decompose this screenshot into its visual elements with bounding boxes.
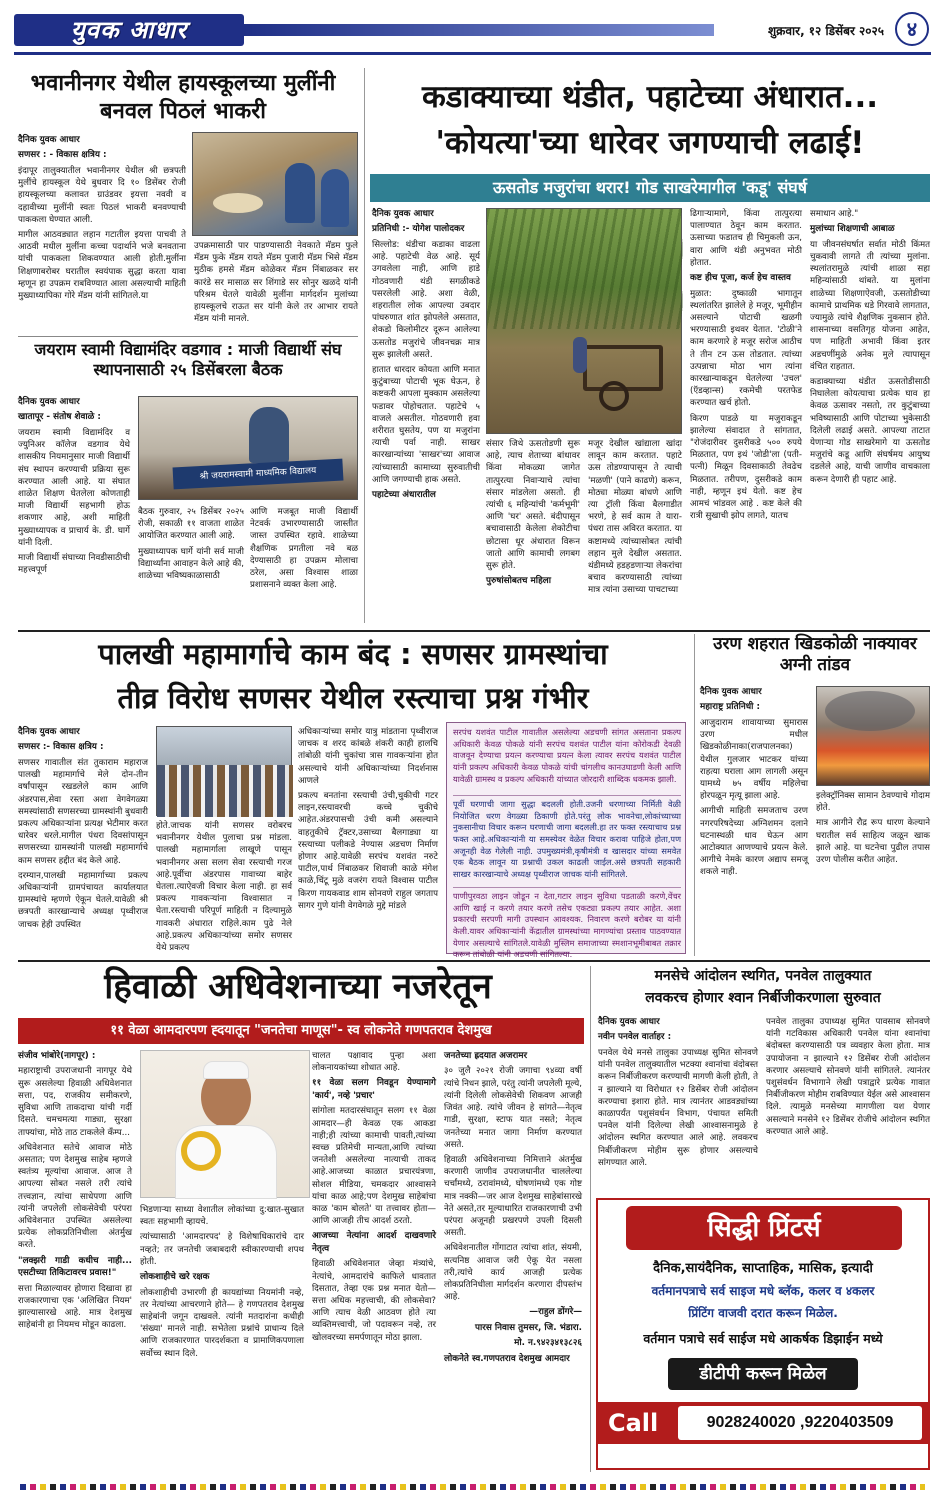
hivali-strap [18, 1018, 584, 1044]
palkhi-box1-text: सरपंच यशवंत पाटील गावातील असलेल्या अडचणी सांगत असताना प्रकल्प अधिकारी केवळ पोकळे यांनी सरपंच यशवंत पाटील यांना कोरोकडी देवळी वाजवून देण्याचा प्रयत्न करण्याचा प्रयत्न केला त्यावर सरपंच यशवंत पाटील यांनी प्रकल्प अधिकारी केवळ पोकळे यांची चांगलीच कानउघाडणी केली आणि यावेळी ग्रामस्थ व प्रकल्प अधिकारी यांच्यात जोरदारी शाब्दिक धकमक झाली. [453, 727, 681, 784]
koyta-headline-line-1: कडाक्याच्या थंडीत, पहाटेच्या अंधारात... [421, 79, 879, 115]
hivali-c3: चालत पक्षावाद पुन्हा अशा लोकनायकांच्या शोधात आहे. [312, 1051, 436, 1074]
hivali-c1b: अधिवेशनात सतेचे आवाज मोठे असतात; पण देशमुख साहेब म्हणजे स्वतंत्र्य मूल्यांचा आवाज. आज ते आपल्या सोबत नसले तरी त्यांचे तत्त्वज्ञान, त्यांचा साधेपणा आणि त्यांनी जपलेली लोकसेवेची परंपरा अधिवेशनात उपस्थित असलेल्या प्रत्येक लोकप्रतिनिधीला अंतर्मुख करते. [18, 1142, 132, 1251]
koyta-c4c: किरण पाडळे या मजुराकडून झालेल्या संवादात ते सांगतात, "रोजंदारीवर दुसरीकडे ५०० रुपये मिळतात, पण इथं 'जोडी'ला (पती-पत्नी) मिळून दिवसाकाठी तेवढेच मिळतात. तरीपण, दुसरीकडे काम नाही, म्हणून इथं येतो. कष्ट हेच आमचं भांडवल आहे . कष्ट केले की रात्री सुखाची झोप लागते, यातच [690, 413, 802, 522]
mns-c1: पनवेल येथे मनसे तालुका उपाध्यक्ष सुमित सोनवणे यांनी पनवेल तालुक्यातील भटक्या श्वानांचा वंदोबस्त करून निर्बीजीकरण करण्याची मागणी केली होती, ते न झाल्याने या विरोधात १२ डिसेंबर रोजी आंदोलन करण्याचा इशारा होते. मात्र त्यानंतर आडवड्यांच्या काळापर्यंत पशुसंवर्धन विभाग, पंचायत समिती पनवेल यांनी दिलेल्या लेखी आश्वासनामुळे हे आंदोलन स्थगित करण्यात आले आहे. लवकरच निर्बीजीकरण मोहीम सुरू होणार असल्याचे सांगण्यात आले. [598, 1047, 758, 1168]
koyta-strap-text: ऊसतोड मजुरांचा थरार! गोड साखरेमागील 'कडू' संघर्ष [493, 178, 807, 197]
palkhi-dateline: सणसर :- विकास क्षत्रिय : [18, 742, 104, 753]
mns-col-1 [598, 1016, 758, 1192]
bhakri-photo-figure-2 [321, 169, 349, 227]
jayram-p2: माजी विद्यार्थी संघाच्या निवडीसाठीची महत्त्वपूर्ण [18, 553, 130, 576]
masthead-date: शुक्रवार, १२ डिसेंबर २०२५ [768, 24, 884, 38]
hivali-strap-text: ११ वेळा आमदारपण ह्दयातून "जनतेचा माणूस"- स्व लोकनेते गणपतराव देशमुख [110, 1023, 492, 1038]
palkhi-box3-text: पाणीपुरवठा लाइन जोडून न देता,गटार लाइन सुविधा पडताळी करणे,वेंचर आणि खाई न करणे तयार करणे तसेच एकट्या प्रकल्प तयार आहेत. अशा प्रकारची सरपणी मागी उपस्थान आवश्यक. निवारण करणे बरोबर या यांनी केली.यावर अधिकाऱ्यांनी केंद्रातील ग्रामस्थांच्या मागण्यांचा प्रस्ताव पाठवण्यात येणार असल्याचे सांगितले.यावेळी मुस्लिम समाजाच्या स्मशानभूमीबाबत तक्रार करून तांबोळी यांनी अडचणी सांगितल्या. [453, 891, 681, 960]
koyta-c1b: हातात धारदार कोयता आणि मनात कुटुंबाच्या पोटाची भूक घेऊन, हे कष्टकरी आपला मुक्काम असलेल्या फडावर पोहोचतात. पहाटेचे ५ वाजले असतील. गोठवणारी हवा शरीरात घुसतेय, पण या मजुरांना त्याची पर्वा नाही. साखर कारखान्यांच्या 'साखर'च्या आवाज त्यांच्यासाठी कामाच्या सुरुवातीची आणि जगण्याची हाक असते. [372, 365, 480, 485]
hivali-portrait-garland [181, 1131, 221, 1171]
uran-fire-photo [816, 686, 930, 786]
palkhi-col-2 [156, 820, 292, 954]
koyta-col-4 [690, 208, 802, 626]
palkhi-col-3 [298, 726, 438, 954]
bhakri-p3: उपक्रमासाठी पार पाडण्यासाठी नेवकाते मॅडम फुले मॅडम फुके मॅडम रायते मॅडम पुजारी मॅडम भिसे मॅडम मुठीक हमसे मॅडम कोळेकर मॅडम निंबाळकर सर कारंडे सर मासाळ सर शिंगाडे सर सोनुर खळदे यांनी परिश्रम घेतले यावेळी मुलींना मार्गदर्शन मुलांच्या हायस्कूलचे राऊत सर यांनी केले तर आभार रायते मॅडम यांनी मानले. [194, 241, 358, 325]
hivali-headline: हिवाळी अधिवेशनाच्या नजरेतून [104, 967, 492, 1007]
palkhi-box2-text: पूर्वी घरणाची जागा सुद्धा बदलली होती.उजनी धरणाच्या निर्मिती वेळी नियोजित धरण वेगळ्या ठिकाणी होते.परंतु लोक भावनेचा,लोकांच्याच्या नुकसानीचा विचार करून घरणाची जागा बदलली.हा तर फक्त रस्त्याचाच प्रश्न फक्त आहे.अधिकाऱ्यांनी या समस्येवर वेळेत विचार करावा पाहिजे होता,पण अजूनही वेळ गेलेली नाही. उपमुख्यमंत्री,कृषीमंत्री व खासदार यांच्या समवेत एक बैठक लावून या प्रश्नाची उकल काढली जाईल.असे छत्रपती सहकारी साखर कारखान्याचे अध्यक्ष पृथ्वीराज जाचक यांनी सांगितले. [453, 799, 681, 879]
uran-p3: मात्र आगीने रौद्र रूप धारण केल्याने घरातील सर्व साहित्य जळून खाक झाले आहे. या घटनेचा पुढील तपास उरण पोलीस करीत आहेत. [816, 818, 930, 866]
hivali-c2b: त्यांच्यासाठी 'आमदारपद' हे विशेषाधिकारांचे दार नव्हते; तर जनतेची जबाबदारी स्वीकारण्याची शपथ होती. [140, 1232, 304, 1267]
hivali-sign-4: लोकनेते स्व.गणपतराव देशमुख आमदार [444, 1353, 570, 1364]
masthead-blue-band [244, 24, 714, 36]
uran-headline: उरण शहरात खिडकोळी नाक्यावर अग्नी तांडव [713, 634, 917, 676]
koyta-photo-wheel [599, 381, 629, 411]
uran-dateline: महाराष्ट्र प्रतिनिधी : [700, 702, 761, 713]
jayram-photo [138, 396, 358, 500]
koyta-c2b: पुरुषांसोबतच महिला [486, 576, 551, 587]
hivali-portrait [140, 1050, 310, 1198]
koyta-c5h: मुलांच्या शिक्षणाची आबाळ [810, 224, 895, 235]
jayram-p3: बैठक गुरुवार, २५ डिसेंबर २०२५ रोजी, सकाळी ११ वाजता शाळेत आयोजित करण्यात आली आहे. [138, 507, 244, 542]
hivali-c3c: हिवाळी अधिवेशनात जेव्हा मंत्र्यांचे, नेत्यांचे, आमदारांचे काफिले धावतात दिसतात, तेव्हा एक प्रश्न मनात येतो— सत्ता अधिक महत्त्वाची, की लोकसेवा? आणि त्याच वेळी आठवण होते त्या व्यक्तिमत्त्वाची, जो पदावरून नव्हे, तर खोलवरच्या समर्पणातून मोठा झाला. [312, 1259, 436, 1343]
palkhi-photo-crowd [157, 765, 293, 817]
koyta-col-2 [486, 438, 580, 626]
koyta-c5: समाधान आहे." [810, 209, 859, 219]
masthead-logo [14, 14, 244, 46]
mns-dateline: नवीन पनवेल वार्ताहर : [598, 1032, 672, 1043]
koyta-byline: दैनिक युवक आधार [372, 209, 434, 219]
koyta-strap [370, 174, 930, 202]
hivali-col-2 [140, 1204, 304, 1470]
palkhi-box-3 [453, 891, 681, 960]
hivali-c3b: सांगोला मतदारसंघातून सलग ११ वेळा आमदार—ही केवळ एक आकडा नाही;ही त्यांच्या कामाची पावती,त्यांच्या स्वच्छ प्रतिमेची मान्यता,आणि त्यांच्या जनतेशी असलेल्या नात्याची ताकद आहे.आजच्या काळात प्रचारयंत्रणा, सोशल मीडिया, चमकदार आश्वासने यांचा काळ आहे;पण देशमुख साहेबांचा काळ 'काम बोलते' या तत्त्वावर होता— आणि आजही तीच आदर्श ठरतो. [312, 1106, 436, 1227]
jayram-col-2 [138, 506, 244, 624]
bhakri-col-1 [18, 134, 186, 314]
hivali-sign-1: —राहुल डोंगरे— [529, 1307, 582, 1318]
hivali-sign-3: मो. न.९४२३४१३८२६ [514, 1338, 582, 1349]
palkhi-c1: सणसर गावातील संत तुकाराम महाराज पालखी महामार्गाचे मेले दोन-तीन वर्षांपासून रखडलेले काम आणि अंडरपास,सेवा रस्ता अशा वेगवेगळ्या समस्यांसाठी सणसरच्या ग्रामस्थांनी बुधवारी प्रकल्प अधिकाऱ्यांना प्रत्यक्ष भेटीमार करत धारेवर धरले.मागील पंधरा दिवसांपासून सणसरच्या ग्रामस्थांनी पालखी महामार्गाचे काम सणसर हद्दीत बंद केले आहे. [18, 757, 148, 866]
hivali-col-3 [312, 1050, 436, 1470]
uran-byline: दैनिक युवक आधार [700, 687, 762, 697]
hivali-mns-divider [590, 966, 591, 1472]
bhakri-photo-figure [285, 163, 315, 223]
hivali-sign-2: पारस निवास तुमसर, जि. भंडारा. [474, 1322, 582, 1333]
mns-headline-line-2: लवकरच होणार श्वान निर्बीजीकरणाला सुरुवात [645, 990, 881, 1006]
left-column-divider [364, 68, 365, 623]
masthead-logo-text: युवक आधार [70, 16, 188, 44]
palkhi-c3b: प्रकल्प बनतांना रस्त्याची उंची,चुकीची गटर लाइन,रस्त्यावरची कच्चे चुकीचे आहेत.अंडरपासची उंची कमी असल्याने वाहतुकीचे ट्रॅक्टर,उसाच्या बैलगाड्या या रस्त्याच्या पलीकडे नेण्यास अडचण निर्माण होणार आहे.यावेळी सरपंच यशवंत नरुटे पाटील,पार्थ निंबाळकर शिवाजी काळे मंगेश काळे,चिंटू मुळे वजरंग रायते विश्वास पाटील किरण गायकवाड शाम सोनवणे राहुल जगताप सागर गुणे यांनी वेगवेगळे मुद्दे मांडले [298, 791, 438, 911]
mns-c2: पनवेल तालुका उपाध्यक्ष सुमित पावसाब सोनवणे यांनी गटविकास अधिकारी पनवेल यांना श्वानांचा बंदोबस्त करण्यासाठी पत्र व्यवहार केला होता. मात्र उपायोजना न झाल्याने १२ डिसेंबर रोजी आंदोलन करणार असल्याचे सोनवणे यांनी सांगितले. त्यानंतर पशुसंवर्धन विभागाने लेखी पत्राद्वारे प्रत्येक गावात निर्बीजीकरण मोहीम राबविण्यात येईल असे आश्वासन दिले. त्यामुळे मनसेच्या मागणीला यश येणार असल्याने मनसेने १२ डिसेंबर रोजीचे आंदोलन स्थगित करण्यात आले आहे. [766, 1017, 930, 1137]
palkhi-c1b: दरम्यान,पालखी महामार्गाच्या प्रकल्प अधिकाऱ्यांनी ग्रामपंचायत कार्यालयात ग्रामस्थांचे म्हणणे ऐकून घेतले.यावेळी श्री छत्रपती कारखान्याचे अध्यक्ष पृथ्वीराज जाचक हेही उपस्थित [18, 870, 148, 930]
koyta-photo-child [573, 337, 587, 373]
jayram-headline: जयराम स्वामी विद्यामंदिर वडगाव : माजी विद्यार्थी संघ स्थापनासाठी २५ डिसेंबरला बैठक [34, 340, 342, 379]
footer-color-strip [20, 1484, 925, 1490]
koyta-col-5 [810, 208, 930, 626]
jayram-p4: मुख्याध्यापक घार्गे यांनी सर्व माजी विद्यार्थ्यांना आवाहन केले आहे की, शाळेच्या भविष्यकाळासाठी [138, 546, 244, 582]
palkhi-headline-line-2: तीव्र विरोध सणसर येथील रस्त्याचा प्रश्न गंभीर [117, 681, 589, 715]
uran-divider [694, 634, 695, 956]
hivali-c1h: "लक्झरी गाडी कधीच नाही... एसटीच्या तिकिटावरच प्रवास!" [18, 1255, 132, 1279]
ad-line-5: डीटीपी करून मिळेल [668, 1358, 858, 1390]
koyta-dateline: प्रतिनिधी :- योगेश पालोदकर [372, 224, 465, 235]
masthead [0, 0, 945, 62]
masthead-rule [14, 52, 931, 55]
jayram-photo-sign-text: श्री जयरामस्वामी माध्यमिक विद्यालय [199, 465, 317, 483]
koyta-photo [486, 208, 682, 434]
koyta-col-1 [372, 208, 480, 626]
hivali-c4c: हिवाळी अधिवेशनाच्या निमित्ताने अंतर्मुख करणारी जाणीव उपराजधानीत चाललेल्या चर्चांमध्ये, ठरावांमध्ये, घोषणांमध्ये एक गोष्ट मात्र नक्की—जर आज देशमुख साहेबांसारखे नेते असते,तर मूल्याधारित राजकारणाची उभी परंपरा अजूनही प्रखरपणे उपली दिसली असती. [444, 1154, 582, 1239]
bhakri-col-2 [194, 240, 358, 325]
jayram-photo-person [249, 407, 289, 463]
palkhi-top-rule [18, 630, 930, 632]
koyta-col-3 [588, 438, 682, 626]
hivali-c1c: सत्ता मिळाल्यावर होणारा दिखावा हा राजकारणाचा एक 'अलिखित नियम' झाल्यासारखे आहे. मात्र देशमुख साहेबांनी हा नियमच मोडून काढला. [18, 1283, 132, 1331]
hivali-c2h: लोकशाहीचे खरे रक्षक [140, 1272, 210, 1283]
hivali-col-4 [444, 1050, 582, 1470]
palkhi-sidebar-box [446, 722, 686, 960]
koyta-photo-cane [487, 209, 683, 329]
palkhi-box-divider-1 [453, 795, 681, 796]
hivali-c4: जनतेच्या ह्रदयात अजरामर [444, 1051, 528, 1061]
koyta-c1c: पहाटेच्या अंधारातील [372, 490, 436, 501]
palkhi-col-1 [18, 726, 148, 954]
uran-col-1 [700, 686, 808, 956]
bhakri-byline: दैनिक युवक आधार [18, 135, 80, 145]
ad-line-1: दैनिक,सायंदैनिक, साप्ताहिक, मासिक, इत्यादी [653, 1261, 873, 1276]
hivali-c2: भिडणाऱ्या साध्या वेशातील लोकांच्या दु:खात-सुखात स्वतः सहभागी व्हायचे. [140, 1205, 304, 1228]
hivali-c1: महाराष्ट्राची उपराजधानी नागपूर येथे सुरू असलेल्या हिवाळी अधिवेशनात सत्ता, पद, राजकीय समीकरणे, सुविधा आणि ताकदाचा यांची गर्दी दिसते. चमचमत्या गाड्या, सुरक्षा ताफ्यांचा, मोठे ताठ टाकलेले कँम्प... [18, 1066, 132, 1138]
koyta-c3: मजूर देखील खांद्याला खांदा लावून काम करतात. पहाटे ऊस तोडण्यापासून ते त्याची 'मळणी' (पाने काढणे) करून, मोठ्या मोळ्या बांधणे आणि त्या ट्रॉली किंवा बैलगाडीत भरणे, हे सर्व काम ते यारा-पंधरा तास अविरत करतात. या कष्टामध्ये त्यांच्यासोबत त्यांची लहान मुले देखील असतात. थंडीमध्ये हडहडणाऱ्या लेकरांचा बचाव करण्यासाठी त्यांच्या मात्र त्यांना उसाच्या पाचटाच्या [588, 439, 682, 596]
palkhi-box-2 [453, 799, 681, 885]
jayram-byline: दैनिक युवक आधार [18, 397, 80, 407]
jayram-col-3 [250, 506, 358, 624]
hivali-c4b: ३० जुलै २०२१ रोजी जगाचा ९४व्या वर्षी त्यांचे निधन झाले, परंतु त्यांनी जपलेली मूल्ये, त्यांनी दिलेली लोकसेवेची शिकवण आजही जिवंत आहे. त्यांचे जीवन हे सांगते—नेतृत्व गाडी, सुरक्षा, स्टाफ यात नसते; नेतृत्व जनतेच्या मनात जागा निर्माण करण्यात असते. [444, 1066, 582, 1150]
koyta-c5b: या जीवनसंघर्षात सर्वात मोठी किंमत चुकवावी लागते ती त्यांच्या मुलांना. स्थलांतरामुळे त्यांची शाळा सहा महिन्यांसाठी थांबते. या मुलांना शाळेच्या शिक्षणाऐवजी, ऊसतोडीच्या कामाचे प्राथमिक धडे गिरवावे लागतात, ज्यामुळे त्यांचे शैक्षणिक नुकसान होते. शासनाच्या वसतिगृह योजना आहेत, पण माहिती अभावी किंवा इतर अडचणींमुळे अनेक मुले त्यापासून वंचित राहतात. [810, 239, 930, 372]
uran-col-2 [816, 790, 930, 956]
hivali-portrait-cap [203, 1061, 249, 1079]
page-number: ४ [895, 12, 929, 46]
hivali-top-rule [18, 960, 930, 962]
jayram-photo-sign [173, 459, 344, 490]
palkhi-box-divider-2 [453, 887, 681, 888]
palkhi-c2: होते.जाचक यांनी सणसर वरोबरच भवानीनगर येथील पुलाचा प्रश्न मांडला. पालखी महामार्गाला लाखूणे पासून भवानीनगर असा सलग सेवा रस्त्याची गरज आहे.पूर्वीचा अंडरपास गावाच्या बाहेर घेतला.त्याऐवजी विचार केला नाही. हा सर्व प्रकल्प गावकऱ्यांना विश्वासात न घेता.रस्त्याची परिपूर्ण माहिती न दिल्यामुळे गावकरी अंधारात राहिले.काम पुढे नेले आहे.प्रकल्प अधिकाऱ्यांच्या समोर सणसर येथे प्रकल्प [156, 821, 292, 954]
palkhi-byline: दैनिक युवक आधार [18, 727, 80, 737]
ad-line-2: वर्तमानपत्राचे सर्व साइज मधे ब्लॅक, कलर व ४कलर [651, 1284, 875, 1298]
mns-byline: दैनिक युवक आधार [598, 1017, 660, 1027]
uran-fire-smoke [825, 691, 915, 731]
koyta-c2: संसार जिथे ऊसतोडणी सुरू आहे, त्याच शेताच्या बांधावर किंवा मोकळ्या जागेत तात्पुरत्या निवाऱ्याचे त्यांचा संसार मांडलेला असतो. ही त्यांची ६ महिन्यांची 'कर्मभूमी' आणि 'घर' असते. बंदीपासून बचावासाठी केलेला शेकोटीचा छोटासा धूर अंधारात विरून जातो आणि कामाची लगबग सुरू होते. [486, 439, 580, 572]
koyta-c4b: मुळात: दुष्काळी भागातून स्थलांतरित झालेले हे मजूर, भूमीहीन असल्याने पोटाची खळगी भरण्यासाठी इथवर येतात. 'टोळी'ने काम करणारे हे मजूर सरोज आठीच ते तीन टन ऊस तोडतात. त्यांच्या उत्पन्नाचा मोठा भाग त्यांना कारखान्याकडून घेतलेल्या 'उचल' (ऍडव्हान्स) रकमेची परतफेड करण्यात खर्च होतो. [690, 288, 802, 409]
koyta-c5c: कडाक्याच्या थंडीत ऊसतोडीसाठी निघालेला कोयत्याचा प्रत्येक घाव हा केवळ ऊसावर नसतो, तर कुटुंबाच्या भविष्यासाठी आणि पोटाच्या भुकेसाठी दिलेली लढाई असते. आपल्या ताटात येणाऱ्या गोड साखरेमागे या ऊसतोड मजुरांचे कडू आणि संघर्षमय आयुष्य दडलेले आहे, याची जाणीव वाचकाला करून देणारी ही पहाट आहे. [810, 376, 930, 485]
koyta-c1: सिल्लोड: थंडीचा कडाका वाढला आहे. पहाटेची वेळ आहे. सूर्य उगवलेला नाही, आणि हाडे गोठवणारी थंडी सगळीकडे पसरलेली आहे. अशा वेळी, शहरातील लोक आपल्या उबदार पांघरुणात शांत झोपलेले असतात, शेकडो किलोमीटर दूरून आलेल्या ऊसतोड मजुरांचे जीवनचक्र मात्र सुरू झालेली असते. [372, 239, 480, 360]
jayram-top-rule [18, 336, 358, 337]
hivali-c4d: अधिवेशनातील गोंगाटात त्यांचा शांत, संयमी, सत्यनिष्ठ आवाज जरी ऐकू येत नसला तरी,त्यांचे कार्य आजही प्रत्येक लोकप्रतिनिधीला मार्गदर्शन करणारा दीपस्तंभ आहे. [444, 1243, 582, 1303]
palkhi-c3: अधिकाऱ्यांच्या समोर यात्रु मांडताना पृथ्वीराज जाचक व शरद कांबळे शंकरी काही हालचि तांबोळी यांनी चुकांचा त्रास गावकऱ्यांना होत असल्याचे यांनी अधिकाऱ्यांच्या निदर्शनास आणले [298, 727, 438, 786]
palkhi-box-1 [453, 727, 681, 793]
hivali-c3h2: आजच्या नेत्यांना आदर्श दाखवणारे नेतृत्व [312, 1231, 436, 1254]
koyta-c4h: कष्ट हीच पूजा, कर्ज हेच वास्तव [690, 273, 791, 284]
hivali-col-1 [18, 1050, 132, 1470]
ad-siddhi-printers [596, 1198, 930, 1470]
bhakri-photo [192, 132, 358, 236]
uran-p2: आगीची माहिती समजताच उरण नगरपरिषदेच्या अग्निशमन दलाने घटनास्थळी धाव घेऊन आग आटोक्यात आणण्याचे प्रयत्न केले. आगीचे नेमके कारण अद्याप समजू शकले नाही. [700, 806, 808, 878]
mns-headline-line-1: मनसेचे आंदोलन स्थगित, पनवेल तालुक्यात [654, 968, 872, 984]
ad-name: सिद्धी प्रिंटर्स [626, 1206, 902, 1250]
bhakri-dateline: सणसर : - विकास क्षत्रिय : [18, 150, 107, 161]
jayram-p5: आणि मजबूत माजी विद्यार्थी नेटवर्क उभारण्यासाठी जास्तीत जास्त उपस्थित रहावे. शाळेच्या शैक्षणिक प्रगतीला नवे बळ देण्यासाठी हा उपक्रम मोलाचा ठरेल, असा विश्वास शाळा प्रशासनाने व्यक्त केला आहे. [250, 507, 358, 591]
uran-p1: आजुदाराम शावायाच्या सुमारास उरण मधील खिडकोळीनाका(राजपालनका) येथील गुलजार भाटकर यांच्या राहत्या घराला आग लागली असून यामध्ये ७५ वर्षीय महिलेचा होरपळून मृत्यू झाला आहे. [700, 717, 808, 802]
mns-col-2 [766, 1016, 930, 1192]
koyta-headline-line-2: 'कोयत्या'च्या धारेवर जगण्याची लढाई! [435, 125, 865, 161]
bhakri-photo-plate [213, 193, 263, 213]
bhakri-p1: इंदापूर तालुक्यातील भवानीनगर येथील श्री छत्रपती मुलींचे हायस्कूल येथे बुधवार दि १० डिसेंबर रोजी हायस्कूलच्या कलावत ग्राउंडवर इयत्ता नववी व दहावीच्या मुलींनी स्वतः पिठलं भाकरी बनवण्याची पाककला घेण्यात आली. [18, 165, 186, 225]
ad-line-3: प्रिंटिंग वाजवी दरात करून मिळेल. [688, 1306, 838, 1320]
ad-phone: 9028240020 ,9220403509 [678, 1406, 922, 1440]
koyta-c4: ढिगाऱ्यामागे, किंवा तात्पुरत्या पालाण्यात ठेवून काम करतात. ऊसाच्या फडातच ही चिमुकली ऊन, वारा आणि थंडी अनुभवत मोठी होतात. [690, 209, 802, 268]
bhakri-p2: मागील आठवड्यात लहान गटातील इयत्ता पाचवी ते आठवी मधील मुलींना कच्चा पदार्थाने भजे बनवताना यांची पाककला शिकवण्यात आली होती.मुलींना शिक्षणाबरोबर घरातील स्वयंपाक सुद्धा करता यावा म्हणून हा उपक्रम राबविण्यात आला असल्याची माहिती मुख्याध्यापिका गोरे मॅडम यांनी सांगितले.या [18, 229, 186, 301]
hivali-c3h: ११ वेळा सलग निवडून येण्यामागे 'कार्य', नव्हे 'प्रचार' [312, 1078, 436, 1101]
uran-caption: इलेक्ट्रॉनिक्स सामान ठेवण्याचे गोदाम होते. [816, 791, 930, 814]
palkhi-photo [156, 726, 292, 816]
hivali-byline: संजीव भांबोरे(नागपूर) : [18, 1051, 96, 1061]
ad-call-strip [598, 1402, 928, 1444]
jayram-p1: जयराम स्वामी विद्यामंदिर व ज्युनिअर कॉलेज वडगाव येथे शासकीय नियमानुसार माजी विद्यार्थी संघ स्थापन करण्याची प्रक्रिया सुरू करण्यात आली आहे. या संघात शाळेत शिक्षण घेतलेला कोणताही माजी विद्यार्थी सहभागी होऊ शकणार आहे, अशी माहिती मुख्याध्यापक व प्राचार्य के. डी. घार्गे यांनी दिली. [18, 427, 130, 548]
palkhi-headline-line-1: पालखी महामार्गाचे काम बंद : सणसर ग्रामस्थांचा [98, 637, 608, 671]
jayram-dateline: खातापूर - संतोष शेवाळे : [18, 412, 101, 423]
bhakri-headline: भवानीनगर येथील हायस्कूलच्या मुलींनी बनवल पिठलं भाकरी [30, 71, 336, 124]
jayram-col-1 [18, 396, 130, 624]
hivali-c2c: लोकशाहीची उभारणी ही कायद्यांच्या नियमांनी नव्हे, तर नेत्यांच्या आचरणाने होते— हे गणपतराव देशमुख साहेबांनी जगून दाखवले. त्यांनी मतदारांना कधीही 'संख्या' मानले नाही. सभेतेला प्रश्नांचे प्राधान्य दिले आणि राजकारणात पारदर्शकता व प्रामाणिकपणाला सर्वोच्च स्थान दिले. [140, 1287, 304, 1359]
ad-call-label: Call [608, 1409, 659, 1437]
ad-line-4: वर्तमान पत्राचे सर्व साईज मधे आकर्षक डिझाईन मध्ये [643, 1331, 883, 1346]
